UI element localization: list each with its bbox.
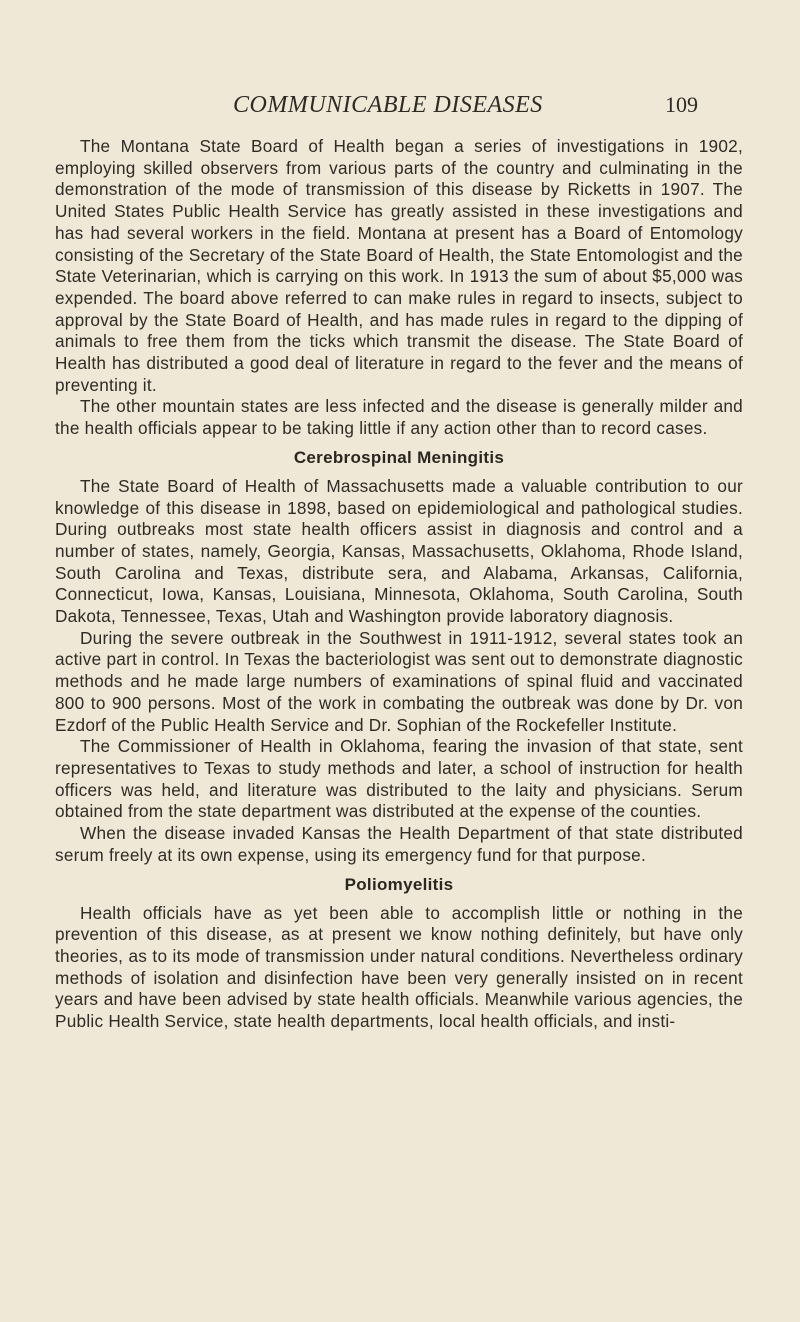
paragraph-massachusetts: The State Board of Health of Massachusetts made a valuable contribution to our knowledge of this disease in 1898, based on epidemiological and pathological studies. During outbreaks most state health officers assist in diagnosis and control and a number of states, namely, Georgia, Kansas, Massachusetts, Oklahoma, Rhode Island, South Carolina and Texas, distribute sera, and Alabama, Arkansas, California, Connecticut, Iowa, Kansas, Louisiana, Minnesota, Oklahoma, South Carolina, South Dakota, Tennessee, Texas, Utah and Washington provide laboratory diagnosis. bbox=[55, 475, 743, 627]
paragraph-southwest-outbreak: During the severe outbreak in the Southwest in 1911-1912, several states took an active part in control. In Texas the bacteriologist was sent out to demonstrate diagnostic methods and he made large numbers of examinations of spinal fluid and vaccinated 800 to 900 persons. Most of the work in combating the outbreak was done by Dr. von Ezdorf of the Public Health Service and Dr. Sophian of the Rockefeller Institute. bbox=[55, 627, 743, 735]
section-heading-poliomyelitis: Poliomyelitis bbox=[344, 874, 454, 894]
section-heading-meningitis: Cerebrospinal Meningitis bbox=[293, 447, 505, 467]
running-head bbox=[0, 92, 800, 122]
running-title: COMMUNICABLE DISEASES bbox=[233, 92, 543, 118]
paragraph-poliomyelitis: Health officials have as yet been able to accomplish little or nothing in the prevention of this disease, as at present we know nothing definitely, but have only theories, as to its mode of transmission under natural conditions. Nevertheless ordinary methods of isolation and disinfection have been very generally insisted on in recent years and have been advised by state health officials. Meanwhile various agencies, the Public Health Service, state health departments, local health officials, and insti- bbox=[55, 902, 743, 1032]
paragraph-montana: The Montana State Board of Health began a series of investigations in 1902, employing skilled observers from various parts of the country and culminating in the demonstration of the mode of transmission of this disease by Ricketts in 1907. The United States Public Health Service has greatly assisted in these investigations and has had several workers in the field. Montana at present has a Board of Entomology consisting of the Secretary of the State Board of Health, the State Entomologist and the State Veterinarian, which is carrying on this work. In 1913 the sum of about $5,000 was expended. The board above referred to can make rules in regard to insects, subject to approval by the State Board of Health, and has made rules in regard to the dipping of animals to free them from the ticks which transmit the disease. The State Board of Health has distributed a good deal of literature in regard to the fever and the means of preventing it. bbox=[55, 136, 743, 395]
body-text bbox=[55, 136, 743, 1033]
page-number: 109 bbox=[665, 92, 698, 117]
paragraph-mountain-states: The other mountain states are less infected and the disease is generally milder and the health officials appear to be taking little if any action other than to record cases. bbox=[55, 396, 743, 439]
paragraph-kansas: When the disease invaded Kansas the Health Department of that state distributed serum freely at its own expense, using its emergency fund for that purpose. bbox=[55, 823, 743, 865]
paragraph-oklahoma: The Commissioner of Health in Oklahoma, fearing the invasion of that state, sent representatives to Texas to study methods and later, a school of instruction for health officers was held, and literature was distributed to the laity and physicians. Serum obtained from the state department was distributed at the expense of the counties. bbox=[55, 736, 743, 822]
